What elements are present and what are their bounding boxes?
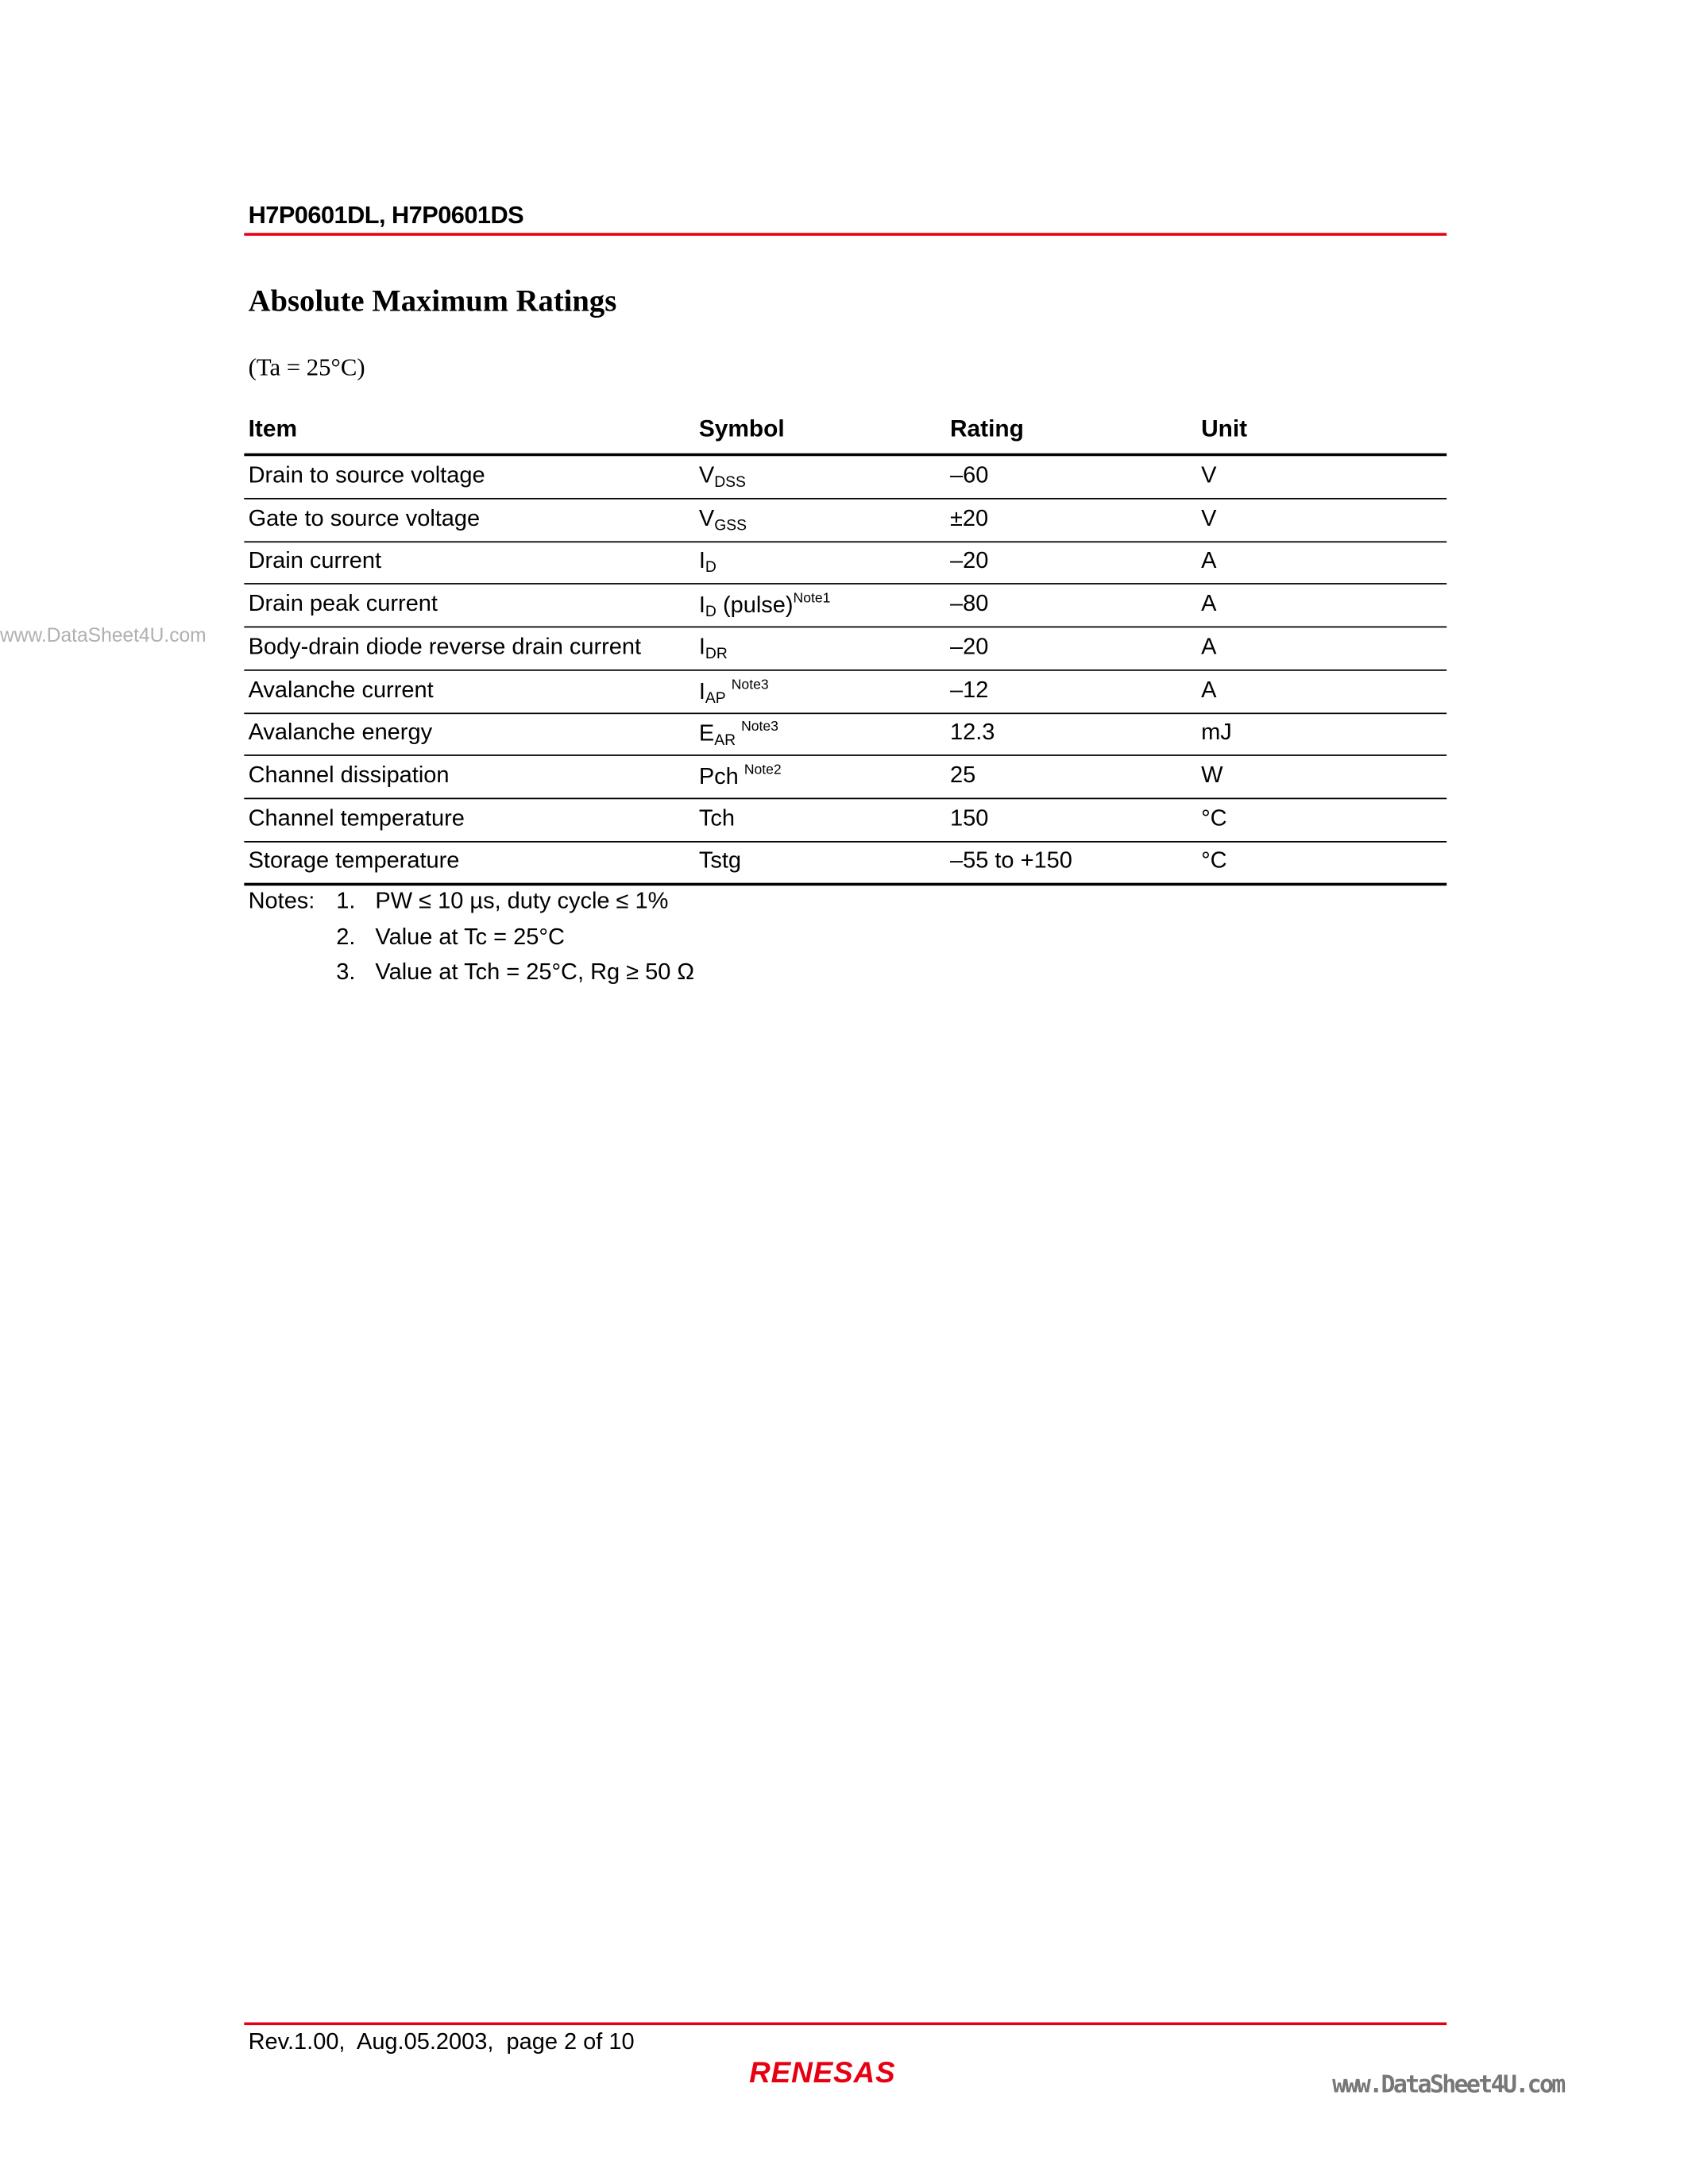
symbol-base: V [698,463,715,488]
symbol-base: Tch [698,805,735,831]
cell-item: Channel dissipation [248,762,450,789]
cell-unit: mJ [1201,720,1232,746]
cell-item: Body-drain diode reverse drain current [248,634,642,660]
symbol-base: I [698,634,705,660]
cell-symbol [699,720,778,750]
table-row [0,799,1688,841]
column-header-rating: Rating [949,415,1024,442]
cell-unit: A [1201,548,1217,574]
document-header: H7P0601DL, H7P0601DS [248,200,524,230]
note-reference: Note3 [741,720,778,735]
cell-rating: –55 to +150 [949,848,1072,874]
note-text: Value at Tc = 25°C [375,924,565,950]
symbol-base: V [698,505,715,531]
symbol-base: I [698,678,705,704]
cell-unit: A [1201,591,1217,617]
cell-item: Avalanche current [248,677,434,703]
cell-symbol [699,635,728,662]
cell-unit: V [1201,463,1217,488]
cell-symbol [699,463,746,491]
symbol-base: E [698,721,715,747]
cell-rating: 25 [949,762,976,789]
note-number: 1. [336,888,356,914]
cell-item: Gate to source voltage [248,505,481,531]
table-row [0,499,1688,541]
table-row [0,627,1688,669]
table-row [0,456,1688,498]
symbol-subscript: AR [714,732,736,750]
notes-label: Notes: [248,888,315,914]
cell-symbol [699,506,747,534]
row-rule [244,883,1447,886]
cell-symbol [699,762,782,790]
renesas-logo: RENESAS [749,2057,896,2089]
cell-rating: ±20 [949,505,989,531]
cell-rating: –80 [949,591,989,617]
cell-item: Channel temperature [248,805,465,831]
column-header-unit: Unit [1201,415,1248,442]
cell-unit: A [1201,634,1217,660]
symbol-subscript: D [705,559,717,577]
symbol-subscript: DR [705,645,728,662]
symbol-subscript: DSS [714,474,746,492]
symbol-base: Tstg [698,848,742,874]
note-number: 3. [336,959,356,985]
cell-rating: –60 [949,463,989,488]
footer-revision: Rev.1.00, Aug.05.2003, page 2 of 10 [248,2029,635,2055]
section-title: Absolute Maximum Ratings [248,283,617,318]
symbol-base: Pch [698,764,739,789]
table-row [0,670,1688,712]
symbol-base: I [698,548,705,574]
cell-rating: –20 [949,634,989,660]
cell-symbol [699,848,741,874]
table-row [0,542,1688,584]
table-row [0,585,1688,627]
cell-item: Avalanche energy [248,720,433,746]
note-reference: Note3 [731,677,769,693]
cell-symbol [699,592,831,621]
table-row [0,842,1688,884]
column-header-item: Item [248,415,298,442]
cell-unit: A [1201,677,1217,703]
column-header-symbol: Symbol [698,415,785,442]
symbol-subscript: GSS [714,517,747,534]
cell-item: Drain peak current [248,591,438,617]
watermark-bottom: www.DataSheet4U.com [1332,2070,1564,2100]
cell-symbol [699,805,735,832]
note-text: Value at Tch = 25°C, Rg ≥ 50 Ω [375,959,695,985]
cell-rating: –12 [949,677,989,703]
cell-symbol [699,549,717,577]
note-number: 2. [336,924,356,950]
symbol-base: I [698,592,705,619]
note-reference: Note2 [744,762,782,778]
cell-item: Drain to source voltage [248,463,485,488]
table-row [0,756,1688,798]
watermark-left: www.DataSheet4U.com [0,623,207,646]
cell-unit: °C [1201,805,1227,831]
cell-unit: °C [1201,848,1227,874]
symbol-subscript: AP [705,689,726,707]
cell-rating: 150 [949,805,989,831]
cell-unit: W [1201,762,1223,789]
cell-rating: –20 [949,548,989,574]
symbol-suffix: (pulse) [716,592,794,619]
test-condition: (Ta = 25°C) [248,353,365,381]
symbol-subscript: D [705,604,717,621]
cell-rating: 12.3 [949,720,995,746]
cell-unit: V [1201,505,1217,531]
cell-item: Storage temperature [248,848,460,874]
header-rule [244,233,1447,236]
cell-symbol [699,677,769,707]
table-row [0,713,1688,755]
cell-item: Drain current [248,548,382,574]
footer-rule [244,2022,1447,2025]
note-text: PW ≤ 10 µs, duty cycle ≤ 1% [375,888,669,914]
note-reference: Note1 [793,591,831,608]
